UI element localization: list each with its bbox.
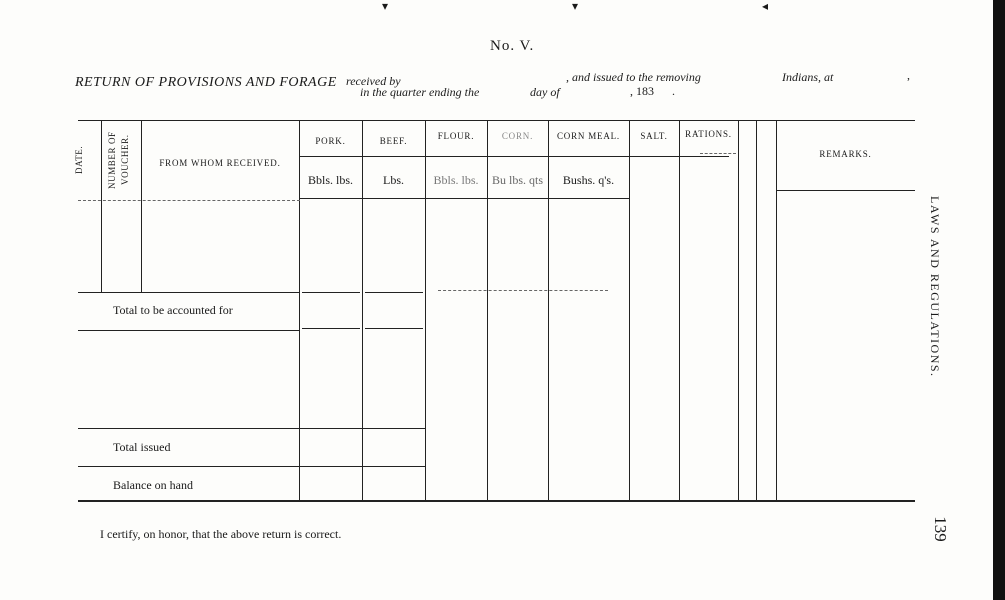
header-flour: FLOUR.	[437, 131, 475, 141]
binding-mark-center: ▾	[572, 0, 579, 13]
rule-total-accounted-dash	[438, 290, 608, 291]
form-title-year: , 183	[630, 84, 654, 98]
header-beef: BEEF.	[379, 136, 408, 146]
rule-total-accounted-bottom-pork	[302, 328, 360, 329]
rations-subrule	[700, 153, 736, 154]
header-corn: CORN.	[501, 131, 534, 141]
header-from-whom: FROM WHOM RECEIVED.	[159, 158, 281, 168]
col-rule-salt	[629, 120, 630, 502]
page-number	[926, 512, 950, 546]
rule-total-accounted-top	[78, 292, 300, 293]
col-rule-blank2	[756, 120, 757, 502]
col-rule-remarks	[776, 120, 777, 502]
col-rule-rations	[679, 120, 680, 502]
form-title-indians-at: Indians, at	[782, 70, 834, 84]
header-corn-meal: CORN MEAL.	[556, 131, 620, 141]
binding-mark-left: ▾	[382, 0, 389, 13]
unit-flour: Bbls. lbs.	[433, 173, 479, 187]
rule-total-accounted-bottom-beef	[365, 328, 423, 329]
binding-mark-right: ◂	[762, 0, 769, 13]
header-bottom-dash	[78, 200, 300, 201]
unit-beef: Lbs.	[383, 173, 404, 187]
header-salt: SALT.	[640, 131, 668, 141]
col-rule-from	[141, 120, 142, 292]
rule-total-issued-bottom	[78, 466, 425, 467]
header-bottom-rule	[299, 198, 629, 199]
header-remarks: REMARKS.	[819, 149, 872, 159]
row-balance: Balance on hand	[113, 478, 193, 492]
side-running-title: LAWS AND REGULATIONS.	[928, 196, 942, 378]
row-total-accounted: Total to be accounted for	[113, 303, 233, 317]
unit-corn-meal: Bushs. q's.	[562, 173, 615, 187]
form-title-received-by: received by	[346, 74, 401, 88]
rule-total-issued-top	[78, 428, 425, 429]
rule-total-accounted-top-pork	[302, 292, 360, 293]
rule-total-accounted-top-beef	[365, 292, 423, 293]
page-number-text: 139	[931, 516, 950, 542]
col-rule-blank1	[738, 120, 739, 502]
form-title-comma: ,	[907, 68, 910, 82]
unit-corn: Bu lbs. qts	[491, 173, 543, 187]
rule-total-accounted-bottom	[78, 330, 300, 331]
header-voucher	[106, 124, 138, 196]
header-date: DATE.	[74, 145, 84, 175]
form-title-issued-to: , and issued to the removing	[566, 70, 701, 84]
table-top-rule	[78, 120, 915, 121]
certification-text: I certify, on honor, that the above return is correct.	[100, 527, 342, 541]
unit-pork: Bbls. lbs.	[307, 173, 353, 187]
form-title-day-of: day of	[530, 85, 560, 99]
header-voucher-text: NUMBER OF VOUCHER.	[107, 131, 130, 189]
row-total-issued: Total issued	[113, 440, 171, 454]
header-rations: RATIONS.	[685, 129, 732, 139]
page-edge-shadow	[993, 0, 1005, 600]
table-bottom-rule	[78, 500, 915, 502]
col-rule-voucher	[101, 120, 102, 292]
header-pork: PORK.	[315, 136, 346, 146]
form-title-quarter-ending: in the quarter ending the	[360, 85, 480, 99]
remarks-subrule	[776, 190, 915, 191]
form-title-period: .	[672, 84, 675, 98]
form-title: RETURN OF PROVISIONS AND FORAGE	[75, 75, 337, 90]
header-subrule	[299, 156, 729, 157]
form-number-heading: No. V.	[490, 38, 535, 54]
